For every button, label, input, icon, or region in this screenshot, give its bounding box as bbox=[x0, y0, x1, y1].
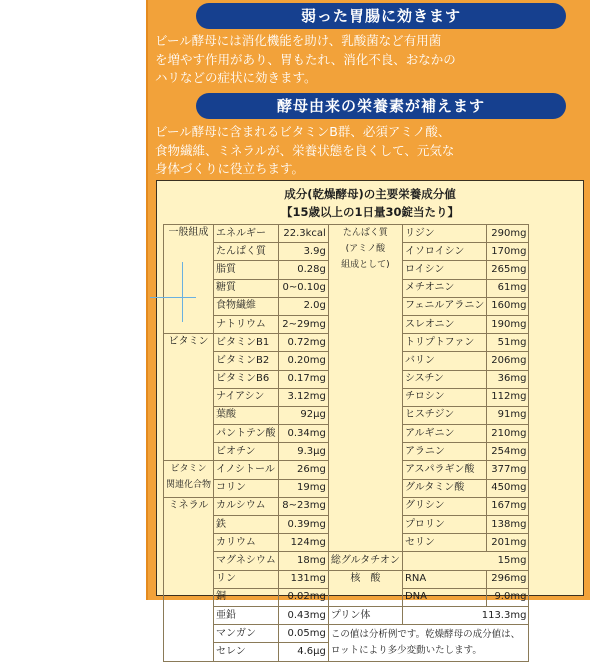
amino-acid-name: セリン bbox=[402, 534, 487, 552]
nutrient-name: パントテン酸 bbox=[214, 425, 279, 443]
amino-acid-value: 254mg bbox=[487, 443, 529, 461]
nutrient-name: たんぱく質 bbox=[214, 243, 279, 261]
nutrition-title: 成分(乾燥酵母)の主要栄養成分値 bbox=[284, 187, 456, 201]
table-row bbox=[164, 606, 529, 624]
nutrient-name: コリン bbox=[214, 479, 279, 497]
nutrition-subtitle: 【15歳以上の1日量30錠当たり】 bbox=[280, 205, 459, 219]
nutrient-value: 0.28g bbox=[278, 261, 328, 279]
glutathione-value: 15mg bbox=[402, 552, 529, 570]
nutrient-name: セレン bbox=[214, 643, 279, 661]
nutrient-name: ビタミンB6 bbox=[214, 370, 279, 388]
nutrient-value: 0.20mg bbox=[278, 352, 328, 370]
amino-acid-name: スレオニン bbox=[402, 315, 487, 333]
nutrient-value: 0.43mg bbox=[278, 606, 328, 624]
nutrient-name: 葉酸 bbox=[214, 406, 279, 424]
crosshair-line-horizontal bbox=[150, 297, 196, 298]
category-vitamin: ビタミン bbox=[164, 334, 214, 461]
amino-acid-name: リジン bbox=[402, 225, 487, 243]
nutrient-name: ビオチン bbox=[214, 443, 279, 461]
nutrient-name: マンガン bbox=[214, 625, 279, 643]
amino-acid-value: 112mg bbox=[487, 388, 529, 406]
crosshair-line-vertical bbox=[182, 262, 183, 322]
glutathione-label: 総グルタチオン bbox=[328, 552, 402, 570]
nutrient-value: 9.3μg bbox=[278, 443, 328, 461]
nutrient-name: カルシウム bbox=[214, 497, 279, 515]
amino-acid-name: フェニルアラニン bbox=[402, 297, 487, 315]
nutrient-value: 18mg bbox=[278, 552, 328, 570]
nutrient-name: ナイアシン bbox=[214, 388, 279, 406]
dna-value: 9.0mg bbox=[487, 588, 529, 606]
table-row bbox=[164, 225, 529, 243]
nutrient-value: 8~23mg bbox=[278, 497, 328, 515]
nutrient-name: 銅 bbox=[214, 588, 279, 606]
rna-label: RNA bbox=[402, 570, 487, 588]
purine-value: 113.3mg bbox=[402, 606, 529, 624]
amino-acid-name: ヒスチジン bbox=[402, 406, 487, 424]
amino-acid-value: 36mg bbox=[487, 370, 529, 388]
nutrient-name: エネルギー bbox=[214, 225, 279, 243]
nutrient-value: 4.6μg bbox=[278, 643, 328, 661]
nutrition-table bbox=[163, 224, 529, 662]
amino-acid-name: アルギニン bbox=[402, 425, 487, 443]
nutrient-name: 脂質 bbox=[214, 261, 279, 279]
amino-acid-name: バリン bbox=[402, 352, 487, 370]
amino-acid-value: 265mg bbox=[487, 261, 529, 279]
amino-acid-value: 290mg bbox=[487, 225, 529, 243]
nutrient-name: 亜鉛 bbox=[214, 606, 279, 624]
nutrient-value: 0.34mg bbox=[278, 425, 328, 443]
dna-label: DNA bbox=[402, 588, 487, 606]
amino-acid-name: アスパラギン酸 bbox=[402, 461, 487, 479]
nutrient-value: 2~29mg bbox=[278, 315, 328, 333]
nutrient-value: 0.39mg bbox=[278, 516, 328, 534]
nutrient-value: 0.02mg bbox=[278, 588, 328, 606]
nutrient-value: 19mg bbox=[278, 479, 328, 497]
nutrition-box bbox=[156, 180, 584, 657]
nutrient-value: 92μg bbox=[278, 406, 328, 424]
nutrient-name: ビタミンB1 bbox=[214, 334, 279, 352]
paragraph-stomach: ビール酵母には消化機能を助け、乳酸菌など有用菌 を増やす作用があり、胃もたれ、消化不良、おなかの ハリなどの症状に効きます。 bbox=[155, 33, 456, 85]
amino-acid-name: アラニン bbox=[402, 443, 487, 461]
nutrient-value: 3.9g bbox=[278, 243, 328, 261]
table-row bbox=[164, 552, 529, 570]
nutrient-name: イノシトール bbox=[214, 461, 279, 479]
amino-acid-value: 51mg bbox=[487, 334, 529, 352]
amino-acid-name: グルタミン酸 bbox=[402, 479, 487, 497]
amino-acid-value: 210mg bbox=[487, 425, 529, 443]
nutrient-name: 食物繊維 bbox=[214, 297, 279, 315]
amino-acid-value: 201mg bbox=[487, 534, 529, 552]
amino-acid-name: ロイシン bbox=[402, 261, 487, 279]
amino-acid-name: トリプトファン bbox=[402, 334, 487, 352]
category-amino-acids: たんぱく質 (アミノ酸 組成として) bbox=[328, 225, 402, 552]
nutrient-name: 糖質 bbox=[214, 279, 279, 297]
amino-acid-name: プロリン bbox=[402, 516, 487, 534]
analysis-note: この値は分析例です。乾燥酵母の成分値は、ロットにより多少変動いたします。 bbox=[328, 625, 529, 661]
nutrient-value: 0.05mg bbox=[278, 625, 328, 643]
table-row bbox=[164, 625, 529, 643]
category-mineral: ミネラル bbox=[164, 497, 214, 661]
amino-acid-name: チロシン bbox=[402, 388, 487, 406]
amino-acid-value: 450mg bbox=[487, 479, 529, 497]
nutrient-value: 22.3kcal bbox=[278, 225, 328, 243]
purine-label: プリン体 bbox=[328, 606, 402, 624]
nutrient-value: 0.72mg bbox=[278, 334, 328, 352]
amino-acid-value: 61mg bbox=[487, 279, 529, 297]
amino-acid-name: グリシン bbox=[402, 497, 487, 515]
amino-acid-value: 167mg bbox=[487, 497, 529, 515]
nutrient-value: 2.0g bbox=[278, 297, 328, 315]
rna-value: 296mg bbox=[487, 570, 529, 588]
heading-stomach: 弱った胃腸に効きます bbox=[196, 3, 566, 29]
amino-acid-value: 206mg bbox=[487, 352, 529, 370]
amino-acid-value: 190mg bbox=[487, 315, 529, 333]
amino-acid-name: シスチン bbox=[402, 370, 487, 388]
table-row bbox=[164, 570, 529, 588]
amino-acid-value: 377mg bbox=[487, 461, 529, 479]
nutrient-value: 131mg bbox=[278, 570, 328, 588]
nutrient-value: 124mg bbox=[278, 534, 328, 552]
nutrient-value: 0~0.10g bbox=[278, 279, 328, 297]
nutrient-value: 0.17mg bbox=[278, 370, 328, 388]
amino-acid-name: メチオニン bbox=[402, 279, 487, 297]
amino-acid-name: イソロイシン bbox=[402, 243, 487, 261]
heading-nutrients: 酵母由来の栄養素が補えます bbox=[196, 93, 566, 119]
nutrient-name: ナトリウム bbox=[214, 315, 279, 333]
amino-acid-value: 91mg bbox=[487, 406, 529, 424]
category-vitamin-related: ビタミン 関連化合物 bbox=[164, 461, 214, 497]
nutrient-name: カリウム bbox=[214, 534, 279, 552]
nutrient-value: 26mg bbox=[278, 461, 328, 479]
nutrient-name: ビタミンB2 bbox=[214, 352, 279, 370]
paragraph-nutrients: ビール酵母に含まれるビタミンB群、必須アミノ酸、 食物繊維、ミネラルが、栄養状態を良くして、元気な 身体づくりに役立ちます。 bbox=[155, 124, 455, 176]
amino-acid-value: 160mg bbox=[487, 297, 529, 315]
amino-acid-value: 138mg bbox=[487, 516, 529, 534]
nutrient-name: マグネシウム bbox=[214, 552, 279, 570]
nutrient-value: 3.12mg bbox=[278, 388, 328, 406]
nutrient-name: リン bbox=[214, 570, 279, 588]
amino-acid-value: 170mg bbox=[487, 243, 529, 261]
nucleic-acid-label: 核 酸 bbox=[328, 570, 402, 606]
nutrient-name: 鉄 bbox=[214, 516, 279, 534]
category-general: 一般組成 bbox=[164, 225, 214, 334]
